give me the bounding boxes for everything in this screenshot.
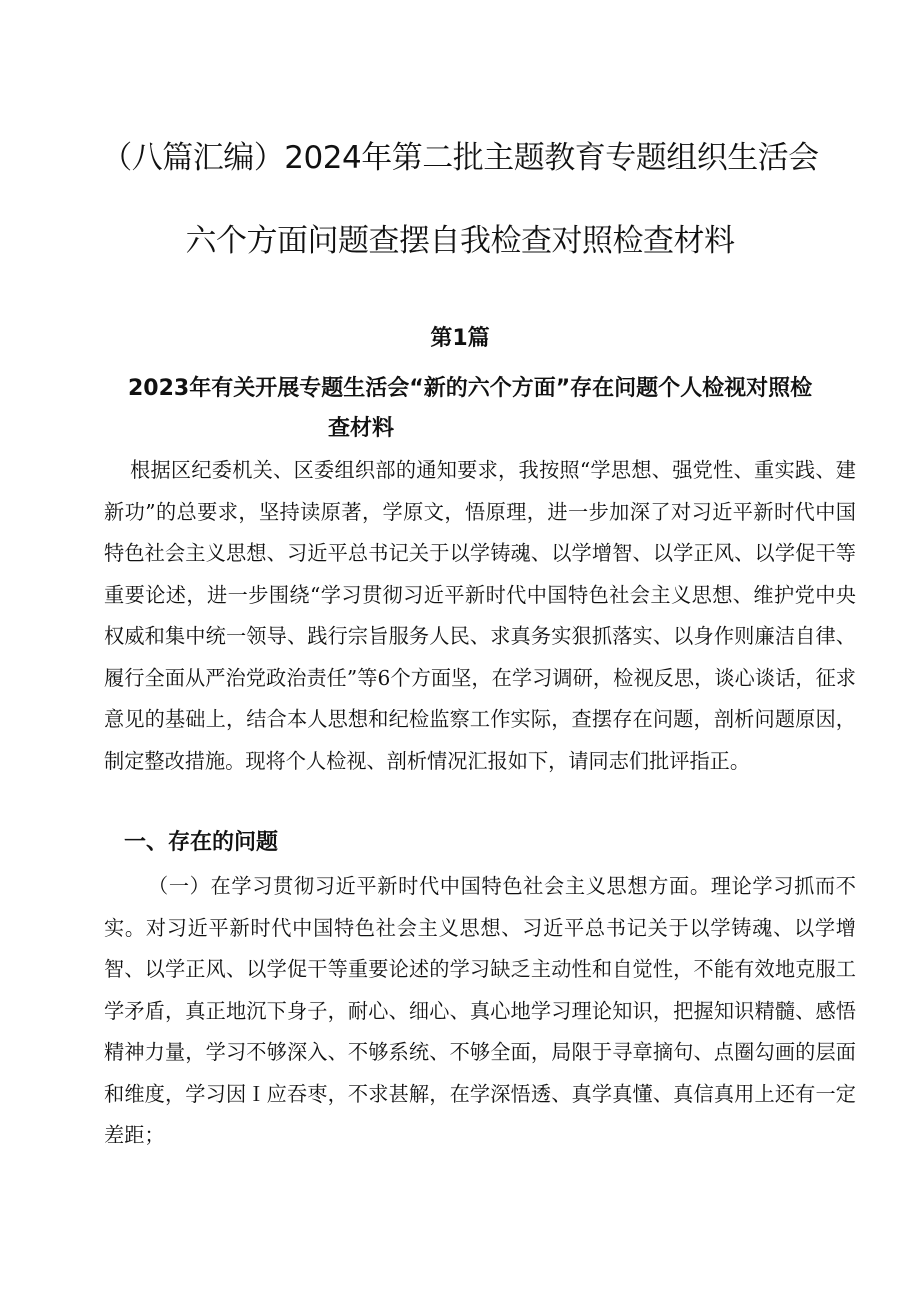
article-subtitle-line-1: 2023年有关开展专题生活会“新的六个方面”存在问题个人检视对照检 xyxy=(128,376,813,401)
section-heading-problems: 一、存在的问题 xyxy=(124,830,279,855)
section-label: 第1篇 xyxy=(430,326,490,351)
document-title-line-2: 六个方面问题查摆自我检查对照检查材料 xyxy=(185,223,735,259)
article-subtitle xyxy=(128,369,868,449)
document-title-line-1: （八篇汇编）2024年第二批主题教育专题组织生活会 xyxy=(101,140,819,176)
body-paragraph-1: （一）在学习贯彻习近平新时代中国特色社会主义思想方面。理论学习抓而不实。对习近平新时代中国特色社会主义思想、习近平总书记关于以学铸魂、以学增智、以学正风、以学促干等重要论述的学习缺乏主动性和自觉性，不能有效地克服工学矛盾，真正地沉下身子，耐心、细心、真心地学习理论知识，把握知识精髓、感悟精神力量，学习不够深入、不够系统、不够全面，局限于寻章摘句、点圈勾画的层面和维度，学习因Ｉ应吞枣，不求甚解，在学深悟透、真学真懂、真信真用上还有一定差距； xyxy=(104,874,856,1147)
article-subtitle-line-2: 查材料 xyxy=(328,416,395,441)
intro-paragraph: 根据区纪委机关、区委组织部的通知要求，我按照“学思想、强党性、重实践、建新功”的总要求，坚持读原著，学原文，悟原理，进一步加深了对习近平新时代中国特色社会主义思想、习近平总书记关于以学铸魂、以学增智、以学正风、以学促干等重要论述，进一步围绕“学习贯彻习近平新时代中国特色社会主义思想、维护党中央权威和集中统一领导、践行宗旨服务人民、求真务实狠抓落实、以身作则廉洁自律、履行全面从严治党政治责任”等6个方面坚，在学习调研，检视反思，谈心谈话，征求意见的基础上，结合本人思想和纪检监察工作实际，查摆存在问题，剖析问题原因，制定整改措施。现将个人检视、剖析情况汇报如下，请同志们批评指正。 xyxy=(104,458,856,773)
